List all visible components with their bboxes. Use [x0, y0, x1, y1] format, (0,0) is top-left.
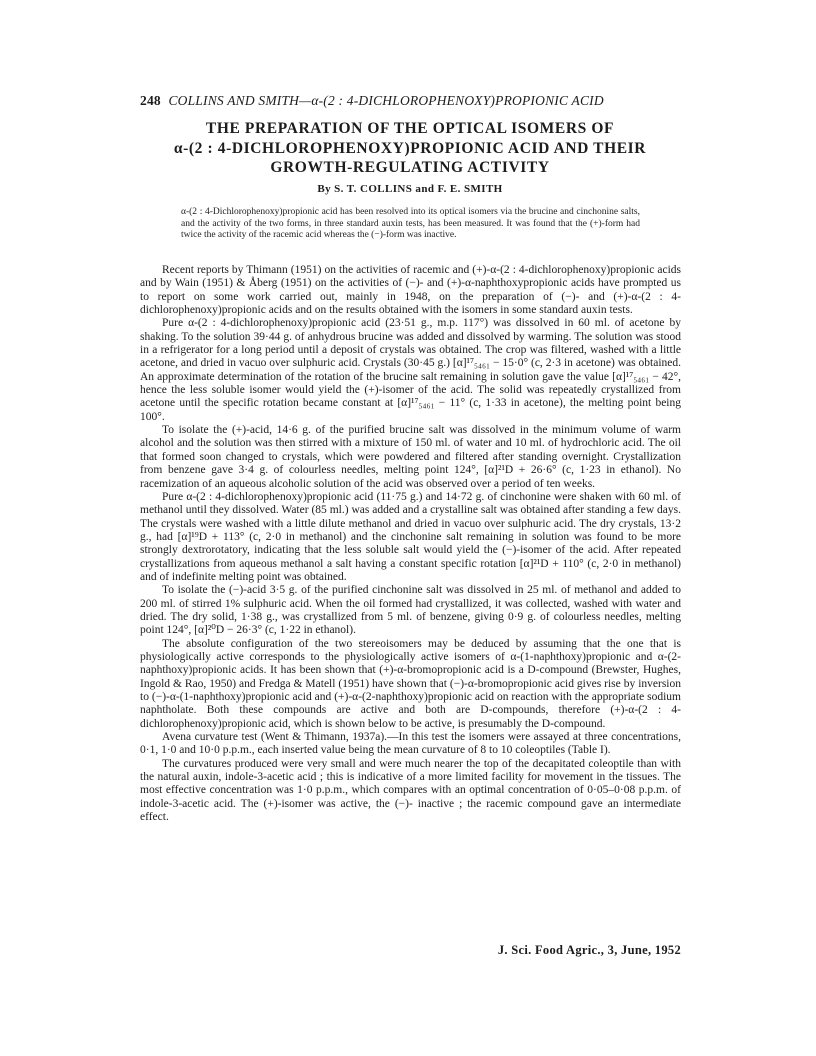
paragraph-4: Pure α-(2 : 4-dichlorophenoxy)propionic acid (11·75 g.) and 14·72 g. of cinchonine were shaken with 60 ml. of methanol until they dissolved. Water (85 ml.) was added and a crystalline salt was obtained after standing a few days. The crystals were washed with a little dilute methanol and dried in vacuo over sulphuric acid. The dry crystals, 13·2 g., had [α]¹⁹D + 113° (c, 2·0 in methanol) and the cinchonine salt remaining in solution was found to be more strongly dextrorotatory, indicating that the less soluble salt would yield the (−)-isomer of the acid. After repeated crystallizations from aqueous methanol a salt having a constant specific rotation [α]²¹D + 110° (c, 2·0 in methanol) and of indefinite melting point was obtained.: [140, 490, 681, 583]
paragraph-8: The curvatures produced were very small and were much nearer the top of the decapitated coleoptile than with the natural auxin, indole-3-acetic acid ; this is indicative of a more limited facility for movement in the tissues. The most effective concentration was 1·0 p.p.m., which compares with an optimal concentration of 0·05–0·08 p.p.m. of indole-3-acetic acid. The (+)-isomer was active, the (−)- inactive ; the racemic compound gave an intermediate effect.: [140, 757, 681, 824]
title-line-3: GROWTH-REGULATING ACTIVITY: [270, 159, 550, 176]
abstract: α-(2 : 4-Dichlorophenoxy)propionic acid has been resolved into its optical isomers via the brucine and cinchonine salts, and the activity of the two forms, in three standard auxin tests, has been measured. It was found that the (+)-form had twice the activity of the racemic acid whereas the (−)-form was inactive.: [181, 207, 640, 240]
title-line-2: α-(2 : 4-DICHLOROPHENOXY)PROPIONIC ACID AND THEIR: [173, 139, 647, 157]
body-text: [140, 264, 681, 824]
byline: By S. T. COLLINS and F. E. SMITH: [317, 183, 503, 195]
paragraph-3: To isolate the (+)-acid, 14·6 g. of the purified brucine salt was dissolved in the minimum volume of warm alcohol and the solution was then stirred with a mixture of 150 ml. of water and 10 ml. of hydrochloric acid. The oil that formed soon changed to crystals, which were powdered and filtered after standing overnight. Crystallization from benzene gave 3·4 g. of colourless needles, melting point 124°, [α]²¹D + 26·6° (c, 1·23 in ethanol). No racemization of an aqueous alcoholic solution of the acid was observed over a period of ten weeks.: [140, 424, 681, 490]
page-number: 248: [140, 93, 161, 108]
article-title: [140, 119, 680, 178]
paragraph-2: Pure α-(2 : 4-dichlorophenoxy)propionic acid (23·51 g., m.p. 117°) was dissolved in 60 ml. of acetone by shaking. To the solution 39·44 g. of anhydrous brucine was added and dissolved by warming. The solution was stood in a refrigerator for a long period until a deposit of crystals was obtained. The crop was filtered, washed with a little acetone, and dried in vacuo over sulphuric acid. Crystals (30·45 g.) [α]¹⁷₅₄₆₁ − 15·0° (c, 2·3 in acetone) was obtained. An approximate determination of the rotation of the brucine salt remaining in solution gave the value [α]¹⁷₅₄₆₁ − 42°, hence the less soluble isomer would yield the (+)-isomer of the acid. The solid was repeatedly crystallized from acetone until the specific rotation became constant at [α]¹⁷₅₄₆₁ − 11° (c, 1·33 in acetone), the melting point being 100°.: [140, 317, 681, 423]
journal-reference: J. Sci. Food Agric., 3, June, 1952: [497, 943, 681, 957]
paragraph-6: The absolute configuration of the two stereoisomers may be deduced by assuming that the one that is physiologically active corresponds to the physiologically active isomers of α-(1-naphthoxy)propionic and α-(2-naphthoxy)propionic acids. It has been shown that (+)-α-bromopropionic acid is a D-compound (Brewster, Hughes, Ingold & Rao, 1950) and Fredga & Matell (1951) have shown that (−)-α-bromopropionic acid gives rise by inversion to (−)-α-(1-naphthoxy)propionic acid and (+)-α-(2-naphthoxy)propionic acid on reaction with the appropriate sodium naphtholate. Both these compounds are active and both are D-compounds, therefore (+)-α-(2 : 4-dichlorophenoxy)propionic acid, which is shown below to be active, is presumably the D-compound.: [140, 637, 681, 730]
paragraph-5: To isolate the (−)-acid 3·5 g. of the purified cinchonine salt was dissolved in 25 ml. of methanol and added to 200 ml. of stirred 1% sulphuric acid. When the oil formed had crystallized, it was collected, washed with water and dried. The dry solid, 1·38 g., was crystallized from 5 ml. of benzene, giving 0·9 g. of colourless needles, melting point 124°, [α]²⁰D − 26·3° (c, 1·22 in ethanol).: [140, 584, 681, 637]
paragraph-7: Avena curvature test (Went & Thimann, 1937a).—In this test the isomers were assayed at three concentrations, 0·1, 1·0 and 10·0 p.p.m., each inserted value being the mean curvature of 8 to 10 coleoptiles (Table I).: [140, 731, 681, 757]
running-head: [140, 93, 700, 109]
running-head-text: COLLINS AND SMITH—α-(2 : 4-DICHLOROPHENOXY)PROPIONIC ACID: [168, 93, 604, 108]
paragraph-1: Recent reports by Thimann (1951) on the activities of racemic and (+)-α-(2 : 4-dichlorophenoxy)propionic acids and by Wain (1951) & Åberg (1951) on the activities of (−)- and (+)-α-naphthoxypropionic acids have prompted us to report on some work carried out, mainly in 1948, on the preparation of (−)- and (+)-α-(2 : 4-dichlorophenoxy)propionic acids and on the results obtained with the isomers in some standard auxin tests.: [140, 264, 681, 317]
title-line-1: THE PREPARATION OF THE OPTICAL ISOMERS OF: [205, 120, 615, 137]
